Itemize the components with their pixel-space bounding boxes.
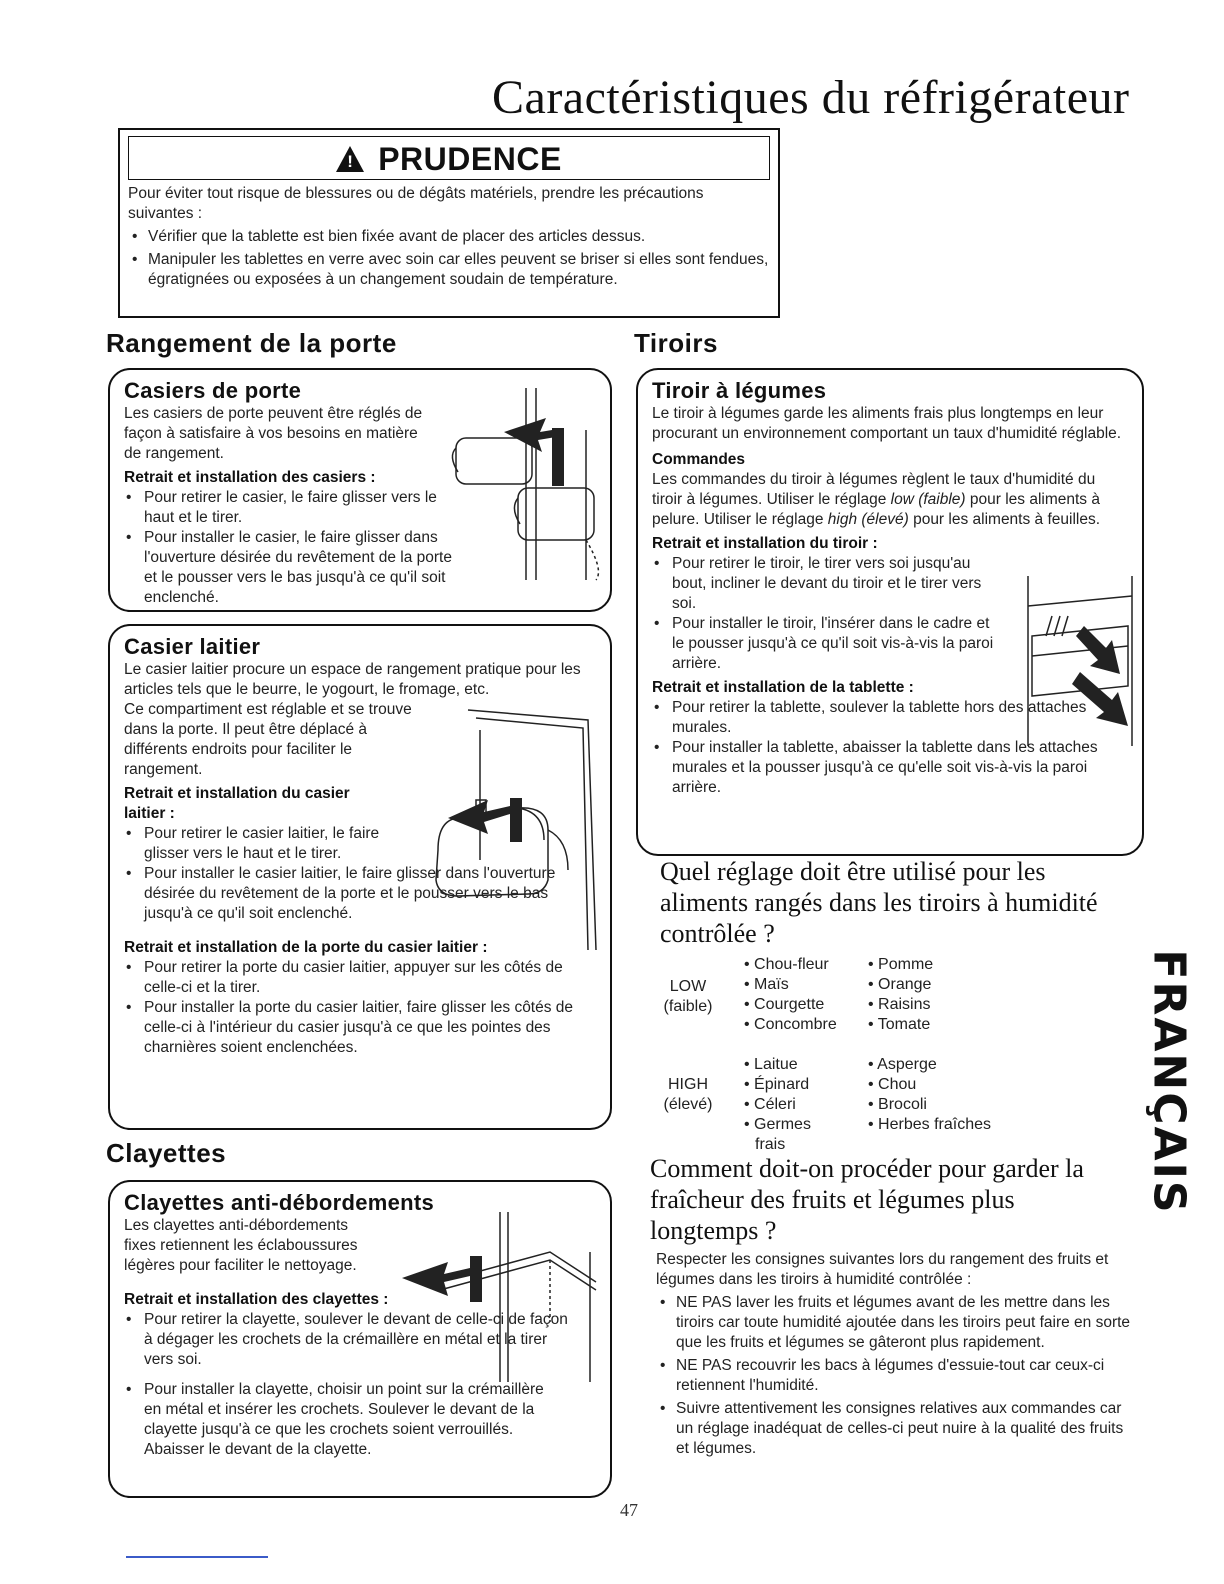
low-item-text: Raisins [878, 996, 931, 1013]
humidity-question: Quel réglage doit être utilisé pour les aliments rangés dans les tiroirs à humidité contrôlée ? [660, 857, 1098, 948]
caution-item: • Manipuler les tablettes en verre avec soin car elles peuvent se briser si elles sont fendues, égratignées ou exposées à un changement soudain de température. [128, 250, 770, 290]
freshness-body [656, 1250, 1132, 1459]
caution-heading: PRUDENCE [378, 141, 562, 177]
crisper-controls-a: Les commandes du tiroir à légumes règlent le taux d'humidité du tiroir à légumes. Utiliser le réglage [652, 471, 1096, 508]
door-bins-box [108, 368, 612, 612]
spill-shelves-title: Clayettes anti-débordements [124, 1190, 435, 1215]
freshness-list [656, 1293, 1132, 1459]
high-item-text: Germes frais [754, 1116, 811, 1153]
low-item-text: Tomate [877, 1016, 931, 1033]
crisper-subheading1: Retrait et installation du tiroir : [652, 535, 878, 552]
low-column-2 [868, 955, 933, 1035]
crisper-shelf-item: • Pour retirer la tablette, soulever la tablette hors des attaches murales. [652, 698, 1128, 738]
low-item: • Maïs [744, 976, 789, 993]
low-item: • Orange [868, 976, 932, 993]
caution-list [128, 227, 770, 290]
crisper-illustration [1008, 576, 1138, 746]
high-column-1 [744, 1055, 854, 1155]
section-heading-rangement: Rangement de la porte [106, 328, 397, 358]
language-side-tab-text: FRANÇAIS [1143, 949, 1195, 1215]
caution-header [128, 136, 770, 180]
freshness-item: • NE PAS laver les fruits et légumes avant de les mettre dans les tiroirs car toute humidité ajoutée dans les tiroirs peut faire en sorte que les fruits et légumes se gâteront plus rapidement. [656, 1293, 1132, 1353]
door-bins-item: • Pour installer le casier, le faire glisser dans l'ouverture désirée du revêtement de la porte et le pousser vers le bas jusqu'à ce qu'il soit enclenché. [124, 528, 469, 608]
dairy-bin-door-item: • Pour retirer la porte du casier laitier, appuyer sur les côtés de celle-ci et la tirer. [124, 958, 596, 998]
crisper-subheading2: Retrait et installation de la tablette : [652, 679, 914, 696]
high-item-text: Céleri [754, 1096, 796, 1113]
high-item-text: Brocoli [878, 1096, 927, 1113]
crisper-controls-label: Commandes [652, 451, 746, 468]
low-item-text: Concombre [754, 1016, 837, 1033]
crisper-controls-b: pour les aliments à pelure. Utiliser le réglage [652, 491, 1100, 528]
page-number: 47 [620, 1500, 638, 1520]
low-item-text: Orange [878, 976, 932, 993]
low-label [648, 977, 728, 1017]
caution-intro: Pour éviter tout risque de blessures ou de dégâts matériels, prendre les précautions suivantes : [128, 185, 704, 222]
crisper-controls-c: pour les aliments à feuilles. [908, 511, 1101, 528]
low-column-1 [744, 955, 837, 1035]
low-item: • Tomate [868, 1016, 931, 1033]
dairy-bin-title: Casier laitier [124, 634, 261, 659]
freshness-intro: Respecter les consignes suivantes lors du rangement des fruits et légumes dans les tiroirs à humidité contrôlée : [656, 1251, 1109, 1288]
low-item-text: Courgette [754, 996, 825, 1013]
page-title: Caractéristiques du réfrigérateur [492, 71, 1130, 124]
spill-shelves-text: Les clayettes anti-débordements fixes retiennent les éclaboussures légères pour faciliter le nettoyage. [124, 1217, 358, 1274]
low-label-text: LOW [669, 978, 707, 995]
crisper-high-setting: high (élevé) [827, 511, 909, 528]
freshness-question: Comment doit-on procéder pour garder la fraîcheur des fruits et légumes plus longtemps ? [650, 1154, 1084, 1245]
shelf-illustration [400, 1212, 600, 1382]
high-item: • Céleri [744, 1096, 796, 1113]
warning-triangle-icon: ! [336, 146, 364, 172]
dairy-bin-text2: Ce compartiment est réglable et se trouve dans la porte. Il peut être déplacé à différents endroits pour faciliter le rangement. [124, 701, 412, 778]
freshness-item: • Suivre attentivement les consignes relatives aux commandes car un réglage inadéquat de celles-ci peut nuire à la qualité des fruits et légumes. [656, 1399, 1132, 1459]
low-item-text: Maïs [754, 976, 789, 993]
dairy-bin-subheading2: Retrait et installation de la porte du casier laitier : [124, 939, 488, 956]
humidity-settings-section [636, 856, 1136, 1459]
high-item-text: Asperge [877, 1056, 937, 1073]
dairy-bin-list2 [124, 958, 596, 1058]
dairy-bin-illustration [418, 700, 608, 950]
caution-item: • Vérifier que la tablette est bien fixée avant de placer des articles dessus. [128, 227, 770, 247]
low-item-text: Pomme [878, 956, 934, 973]
humidity-chart [636, 955, 1136, 1153]
crisper-low-setting: low (faible) [890, 491, 966, 508]
door-bins-item: • Pour retirer le casier, le faire glisser vers le haut et le tirer. [124, 488, 444, 528]
crisper-item: • Pour retirer le tiroir, le tirer vers soi jusqu'au bout, incliner le devant du tiroir et le tirer vers soi. [652, 554, 997, 614]
freshness-item: • NE PAS recouvrir les bacs à légumes d'essuie-tout car ceux-ci retiennent l'humidité. [656, 1356, 1132, 1396]
low-label-sub: (faible) [663, 998, 713, 1015]
low-item: • Pomme [868, 956, 934, 973]
high-item: • Chou [868, 1076, 917, 1093]
dairy-bin-subheading1: Retrait et installation du casier laitier : [124, 785, 350, 822]
high-label [648, 1075, 728, 1115]
high-item: • Épinard [744, 1076, 810, 1093]
high-label-text: HIGH [668, 1076, 708, 1093]
spill-shelves-item: • Pour retirer la clayette, soulever le devant de celle-ci de façon à dégager les crochets de la crémaillère en métal et la tirer vers soi. [124, 1310, 574, 1370]
language-side-tab [1139, 949, 1199, 1215]
low-item: • Courgette [744, 996, 825, 1013]
section-heading-clayettes: Clayettes [106, 1138, 227, 1168]
dairy-bin-text1: Le casier laitier procure un espace de rangement pratique pour les articles tels que le beurre, le yogourt, le fromage, etc. [124, 661, 581, 698]
crisper-text: Le tiroir à légumes garde les aliments frais plus longtemps en leur procurant un environnement comportant un taux d'humidité réglable. [652, 405, 1122, 442]
low-item: • Raisins [868, 996, 931, 1013]
spill-shelves-item: • Pour installer la clayette, choisir un point sur la crémaillère en métal et insérer les crochets. Soulever le devant de la clayette jusqu'à ce que les crochets soient verrouillés. Abaisser le devant de la clayette. [124, 1380, 564, 1460]
crisper-item: • Pour installer le tiroir, l'insérer dans le cadre et le pousser jusqu'à ce qu'il soit vis-à-vis la paroi arrière. [652, 614, 997, 674]
spill-shelves-box [108, 1180, 612, 1498]
door-bins-subheading: Retrait et installation des casiers : [124, 469, 376, 486]
crisper-box [636, 368, 1144, 856]
section-heading-tiroirs: Tiroirs [634, 328, 718, 358]
door-bins-text: Les casiers de porte peuvent être réglés de façon à satisfaire à vos besoins en matière de rangement. [124, 405, 423, 462]
high-label-sub: (élevé) [663, 1096, 713, 1113]
caution-box [118, 128, 780, 318]
crisper-controls-text [652, 470, 1128, 530]
high-column-2 [868, 1055, 991, 1135]
spill-shelves-subheading: Retrait et installation des clayettes : [124, 1291, 389, 1308]
dairy-bin-door-item: • Pour installer la porte du casier laitier, faire glisser les côtés de celle-ci à l'intérieur du casier jusqu'à ce que les pointes des charnières soient enclenchées. [124, 998, 596, 1058]
high-item-text: Laitue [754, 1056, 798, 1073]
high-item-text: Épinard [754, 1076, 810, 1093]
high-item: • Brocoli [868, 1096, 927, 1113]
door-bins-list [124, 488, 469, 608]
footer-line [126, 1556, 268, 1558]
crisper-title: Tiroir à légumes [652, 378, 827, 403]
low-item: • Concombre [744, 1016, 837, 1033]
low-item-text: Chou-fleur [754, 956, 829, 973]
high-item: • Germes frais [744, 1116, 811, 1153]
high-item: • Asperge [868, 1056, 937, 1073]
high-item: • Herbes fraîches [868, 1116, 991, 1133]
high-item-text: Chou [878, 1076, 917, 1093]
dairy-bin-box [108, 624, 612, 1130]
dairy-bin-item: • Pour retirer le casier laitier, le faire glisser vers le haut et le tirer. [124, 824, 394, 864]
door-bins-title: Casiers de porte [124, 378, 302, 403]
high-item-text: Herbes fraîches [878, 1116, 991, 1133]
high-item: • Laitue [744, 1056, 798, 1073]
door-bin-illustration [436, 380, 606, 600]
crisper-shelf-item: • Pour installer la tablette, abaisser la tablette dans les attaches murales et la pousser jusqu'à ce qu'elle soit vis-à-vis la paroi arrière. [652, 738, 1128, 798]
low-item: • Chou-fleur [744, 956, 829, 973]
dairy-bin-item: • Pour installer le casier laitier, le faire glisser dans l'ouverture désirée du revêtement de la porte et le pousser vers le bas jusqu'à ce qu'il soit enclenché. [124, 864, 564, 924]
